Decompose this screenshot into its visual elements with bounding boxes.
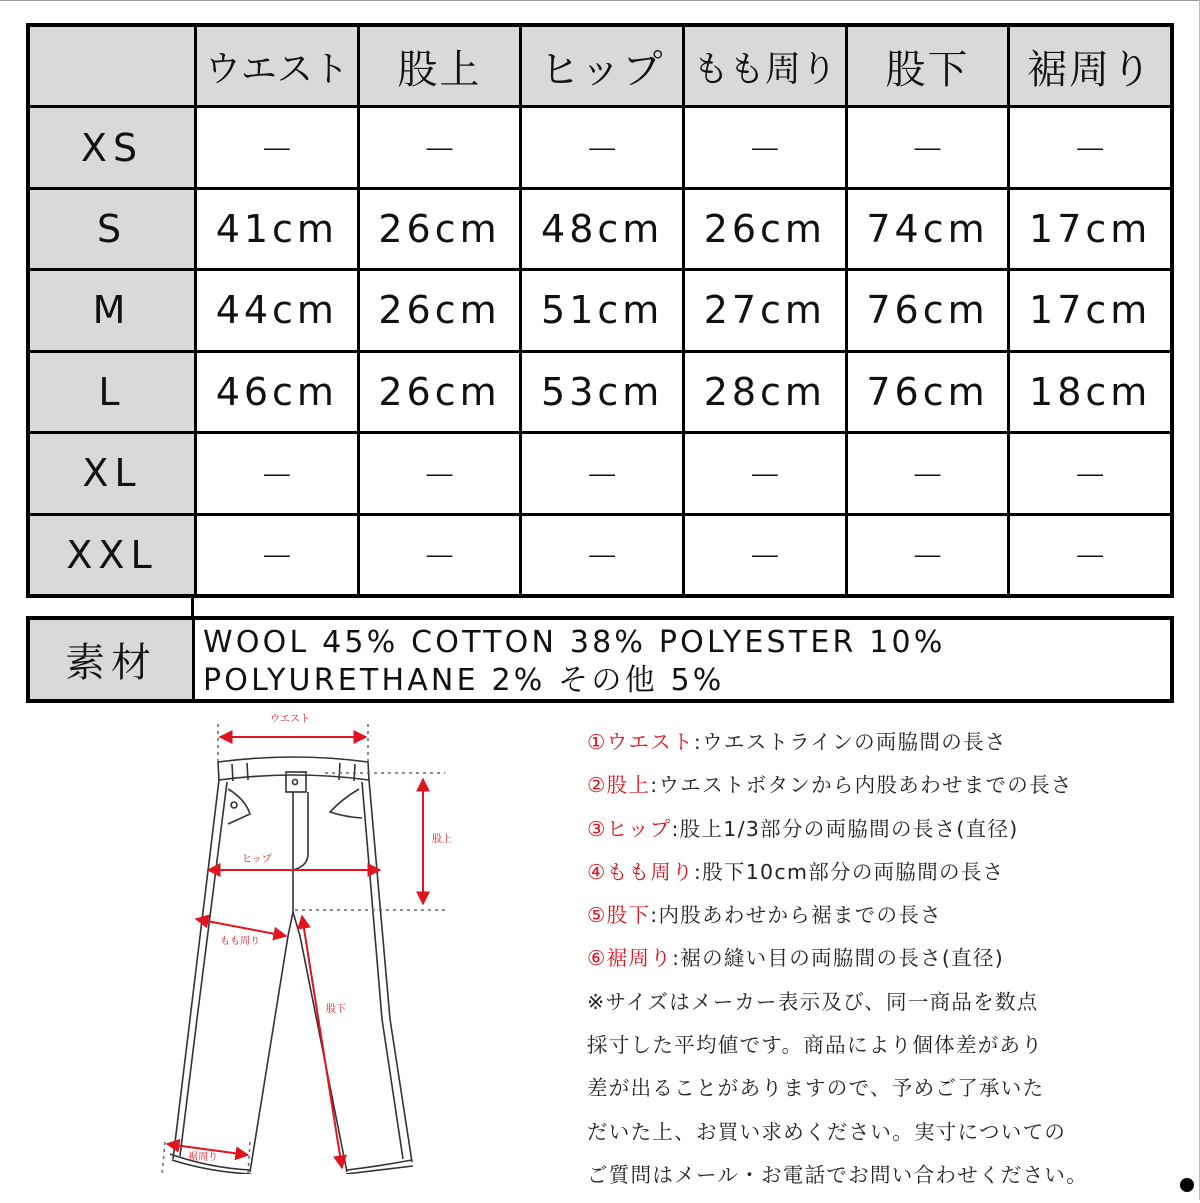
legend-item-thigh: ④もも周り:股下10cm部分の両脇間の長さ <box>587 859 1005 884</box>
header-inseam: 股下 <box>848 27 1008 105</box>
table-cell: － <box>685 108 845 186</box>
material-line-1: WOOL 45% COTTON 38% POLYESTER 10% <box>203 625 946 660</box>
table-cell: － <box>1010 516 1170 594</box>
table-cell: － <box>522 434 682 512</box>
material-box <box>26 616 1174 703</box>
diagram-label-waist: ウエスト <box>270 714 310 725</box>
pants-measurement-diagram <box>150 704 490 1174</box>
table-cell: 26cm <box>360 190 520 268</box>
table-cell: 44cm <box>197 271 357 349</box>
material-line-2: POLYURETHANE 2% その他 5% <box>203 663 725 698</box>
diagram-label-rise: 股上 <box>432 834 452 845</box>
material-label: 素材 <box>30 620 192 699</box>
legend-item-hip: ③ヒップ:股上1/3部分の両脇間の長さ(直径) <box>587 816 1019 841</box>
table-cell: 74cm <box>848 190 1008 268</box>
size-disclaimer-note <box>587 987 1187 1203</box>
note-line: ご質問はメール・お電話でお問い合わせください。 <box>587 1162 1088 1187</box>
legend-item-waist: ①ウエスト:ウエストラインの両脇間の長さ <box>587 730 1007 754</box>
table-cell: 27cm <box>685 271 845 349</box>
table-cell: － <box>197 434 357 512</box>
table-cell: 26cm <box>360 271 520 349</box>
size-label-xl: XL <box>30 434 194 512</box>
diagram-label-thigh: もも周り <box>220 936 260 947</box>
table-cell: 53cm <box>522 353 682 431</box>
table-corner <box>30 27 194 105</box>
table-cell: － <box>848 108 1008 186</box>
table-cell: 76cm <box>848 271 1008 349</box>
table-cell: 17cm <box>1010 190 1170 268</box>
size-label-s: S <box>30 190 194 268</box>
size-label-m: M <box>30 271 194 349</box>
table-cell: 41cm <box>197 190 357 268</box>
table-cell: 26cm <box>685 190 845 268</box>
note-line: 差が出ることがありますので、予めご了承いた <box>587 1076 1045 1101</box>
table-cell: 17cm <box>1010 271 1170 349</box>
table-cell: － <box>522 516 682 594</box>
table-cell: － <box>522 108 682 186</box>
diagram-label-inseam: 股下 <box>326 1004 346 1015</box>
table-cell: － <box>685 434 845 512</box>
table-cell: 26cm <box>360 353 520 431</box>
legend-item-rise: ②股上:ウエストボタンから内股あわせまでの長さ <box>587 773 1073 798</box>
table-cell: － <box>360 434 520 512</box>
size-table <box>26 23 1174 598</box>
header-hip: ヒップ <box>522 27 682 105</box>
table-cell: 48cm <box>522 190 682 268</box>
measurement-legend <box>587 727 1187 1203</box>
header-thigh: もも周り <box>685 27 845 105</box>
size-label-l: L <box>30 353 194 431</box>
header-hem: 裾周り <box>1010 27 1170 105</box>
size-label-xs: XS <box>30 108 194 186</box>
table-cell: － <box>360 108 520 186</box>
table-cell: － <box>848 434 1008 512</box>
header-waist: ウエスト <box>197 27 357 105</box>
table-cell: － <box>197 108 357 186</box>
table-connector-line <box>191 597 194 618</box>
legend-item-hem: ⑥裾周り:裾の縫い目の両脇間の長さ(直径) <box>587 946 1005 971</box>
frame-top-border <box>0 0 1200 1</box>
table-cell: 18cm <box>1010 353 1170 431</box>
table-cell: － <box>848 516 1008 594</box>
table-cell: － <box>360 516 520 594</box>
legend-item-inseam: ⑤股下:内股あわせから裾までの長さ <box>587 903 942 928</box>
table-cell: 51cm <box>522 271 682 349</box>
table-cell: 76cm <box>848 353 1008 431</box>
material-composition <box>195 620 1170 699</box>
diagram-label-hip: ヒップ <box>242 854 272 865</box>
note-line: だいた上、お買い求めください。実寸についての <box>587 1119 1067 1144</box>
table-cell: － <box>197 516 357 594</box>
table-cell: － <box>1010 434 1170 512</box>
bullet-dot <box>1180 1178 1194 1192</box>
table-cell: － <box>685 516 845 594</box>
note-line: 採寸した平均値です。商品により個体差があり <box>587 1033 1044 1058</box>
table-cell: 46cm <box>197 353 357 431</box>
table-cell: 28cm <box>685 353 845 431</box>
size-label-xxl: XXL <box>30 516 194 594</box>
diagram-label-hem: 裾周り <box>188 1152 218 1163</box>
header-rise: 股上 <box>360 27 520 105</box>
note-line: ※サイズはメーカー表示及び、同一商品を数点 <box>587 989 1039 1014</box>
table-cell: － <box>1010 108 1170 186</box>
